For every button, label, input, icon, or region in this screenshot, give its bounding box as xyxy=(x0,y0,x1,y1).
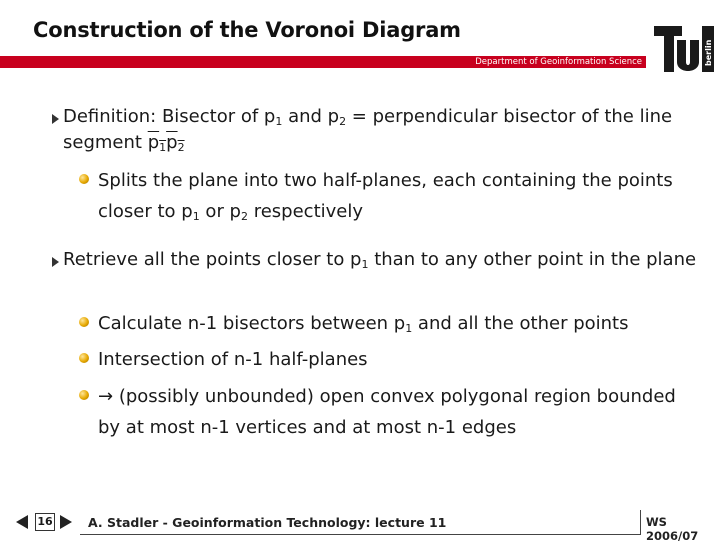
dot-bullet-icon xyxy=(79,317,89,327)
bullet-definition: Definition: Bisector of $p_1$ and $p_2$ = perpendicular bisector of the line segment $p_1p_2$ xyxy=(63,104,703,156)
next-slide-icon[interactable] xyxy=(60,515,72,529)
triangle-bullet-icon xyxy=(52,114,59,124)
footer-semester: WS 2006/07 xyxy=(646,515,699,543)
bullet-intersection: Intersection of n-1 half-planes xyxy=(98,344,698,375)
bullet-splits-plane: Splits the plane into two half-planes, each containing the points closer to $p_1$ or $p_2$ respectively xyxy=(98,165,698,227)
footer-author-lecture: A. Stadler - Geoinformation Technology: lecture 11 xyxy=(88,515,447,530)
bullet-polygonal-region: → (possibly unbounded) open convex polygonal region bounded by at most n-1 vertices and at most n-1 edges xyxy=(98,381,698,443)
segment-p1p2: $p_1p_2$ xyxy=(147,132,185,154)
dot-bullet-icon xyxy=(79,353,89,363)
logo-text: berlin xyxy=(704,39,713,66)
footer xyxy=(0,508,720,543)
dot-bullet-icon xyxy=(79,174,89,184)
bullet-retrieve-points: Retrieve all the points closer to $p_1$ than to any other point in the plane xyxy=(63,247,703,273)
page-number: 16 xyxy=(35,513,55,531)
footer-vertical-divider xyxy=(640,510,641,535)
previous-slide-icon[interactable] xyxy=(16,515,28,529)
bullet-calculate-bisectors: Calculate n-1 bisectors between $p_1$ and all the other points xyxy=(98,308,698,339)
page-title: Construction of the Voronoi Diagram xyxy=(33,18,461,42)
triangle-bullet-icon xyxy=(52,257,59,267)
header-bar xyxy=(0,56,646,68)
footer-divider xyxy=(80,534,640,535)
department-label: Department of Geoinformation Science xyxy=(475,57,642,67)
tu-berlin-logo-icon xyxy=(652,22,716,76)
dot-bullet-icon xyxy=(79,390,89,400)
arrow-right-icon: → xyxy=(98,386,114,407)
